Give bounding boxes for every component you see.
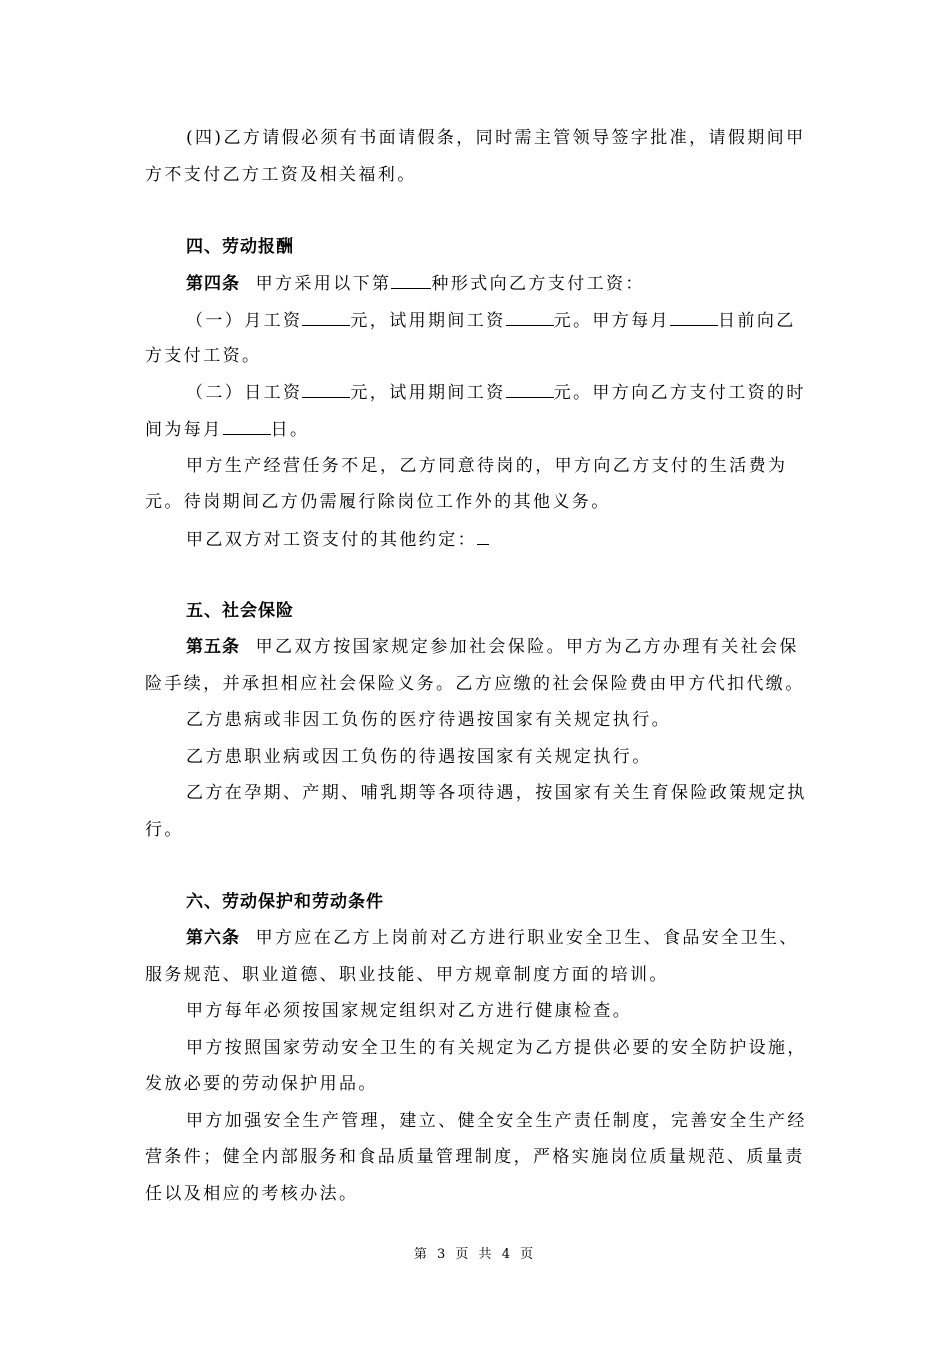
option-text: 日。 xyxy=(270,420,310,440)
blank-field xyxy=(670,309,718,326)
article-label: 第五条 xyxy=(186,637,240,657)
option-text: 元。甲方每月 xyxy=(553,311,671,331)
section-heading-6: 六、劳动保护和劳动条件 xyxy=(186,892,384,912)
option-text: 日前向乙 xyxy=(718,311,796,331)
article-label: 第四条 xyxy=(186,274,240,294)
option-text: （一）月工资 xyxy=(186,311,303,331)
paragraph-health: 甲方每年必须按国家规定组织对乙方进行健康检查。 xyxy=(186,1001,633,1021)
paragraph-safety-cont: 发放必要的劳动保护用品。 xyxy=(145,1074,378,1094)
option-daily-cont xyxy=(145,418,810,441)
blank-field xyxy=(302,309,350,326)
paragraph-safety: 甲方按照国家劳动安全卫生的有关规定为乙方提供必要的安全防护设施， xyxy=(186,1038,807,1058)
option-text: 元，试用期间工资 xyxy=(350,383,506,403)
article-label: 第六条 xyxy=(186,928,240,948)
blank-field xyxy=(506,381,554,398)
page-number: 第 3 页 共 4 页 xyxy=(413,1247,537,1262)
option-text: 元。甲方向乙方支付工资的时 xyxy=(553,383,806,403)
option-text: 元，试用期间工资 xyxy=(350,311,506,331)
paragraph-management-cont: 营条件；健全内部服务和食品质量管理制度，严格实施岗位质量规范、质量责 xyxy=(145,1147,805,1167)
article-text: 种形式向乙方支付工资： xyxy=(431,274,645,294)
paragraph-leave xyxy=(186,127,851,149)
section-heading-4: 四、劳动报酬 xyxy=(186,237,294,257)
option-monthly-cont: 方支付工资。 xyxy=(145,346,262,366)
paragraph-maternity: 乙方在孕期、产期、哺乳期等各项待遇，按国家有关生育保险政策规定执 xyxy=(186,783,807,803)
paragraph-other-agreement xyxy=(186,528,851,551)
article-4 xyxy=(186,272,851,295)
blank-field xyxy=(391,272,431,289)
paragraph-maternity-cont: 行。 xyxy=(145,820,184,840)
article-5 xyxy=(186,636,851,658)
article-6 xyxy=(186,927,851,949)
paragraph-standby-cont: 元。待岗期间乙方仍需履行除岗位工作外的其他义务。 xyxy=(145,492,611,512)
paragraph-text: 甲乙双方对工资支付的其他约定： xyxy=(186,530,477,550)
paragraph-occupational: 乙方患职业病或因工负伤的待遇按国家有关规定执行。 xyxy=(186,747,652,767)
paragraph-leave-cont xyxy=(145,164,810,186)
blank-field xyxy=(477,528,489,545)
paragraph-text: (四)乙方请假必须有书面请假条，同时需主管领导签字批准，请假期间甲 xyxy=(186,128,806,148)
paragraph-management: 甲方加强安全生产管理，建立、健全安全生产责任制度，完善安全生产经 xyxy=(186,1111,807,1131)
paragraph-text: 方不支付乙方工资及相关福利。 xyxy=(145,165,417,185)
section-heading-5: 五、社会保险 xyxy=(186,601,294,621)
article-text: 甲方应在乙方上岗前对乙方进行职业安全卫生、食品安全卫生、 xyxy=(255,928,799,948)
paragraph-sick: 乙方患病或非因工负伤的医疗待遇按国家有关规定执行。 xyxy=(186,710,671,730)
article-6-cont: 服务规范、职业道德、职业技能、甲方规章制度方面的培训。 xyxy=(145,965,669,985)
paragraph-standby: 甲方生产经营任务不足，乙方同意待岗的，甲方向乙方支付的生活费为 xyxy=(186,456,788,476)
article-5-cont: 险手续，并承担相应社会保险义务。乙方应缴的社会保险费由甲方代扣代缴。 xyxy=(145,674,805,694)
option-daily xyxy=(186,381,851,404)
article-text: 甲方采用以下第 xyxy=(255,274,392,294)
option-text: （二）日工资 xyxy=(186,383,303,403)
article-text: 甲乙双方按国家规定参加社会保险。甲方为乙方办理有关社会保 xyxy=(255,637,799,657)
blank-field xyxy=(506,309,554,326)
option-text: 间为每月 xyxy=(145,420,223,440)
blank-field xyxy=(223,418,271,435)
paragraph-management-cont2: 任以及相应的考核办法。 xyxy=(145,1184,359,1204)
blank-field xyxy=(302,381,350,398)
option-monthly xyxy=(186,309,851,332)
